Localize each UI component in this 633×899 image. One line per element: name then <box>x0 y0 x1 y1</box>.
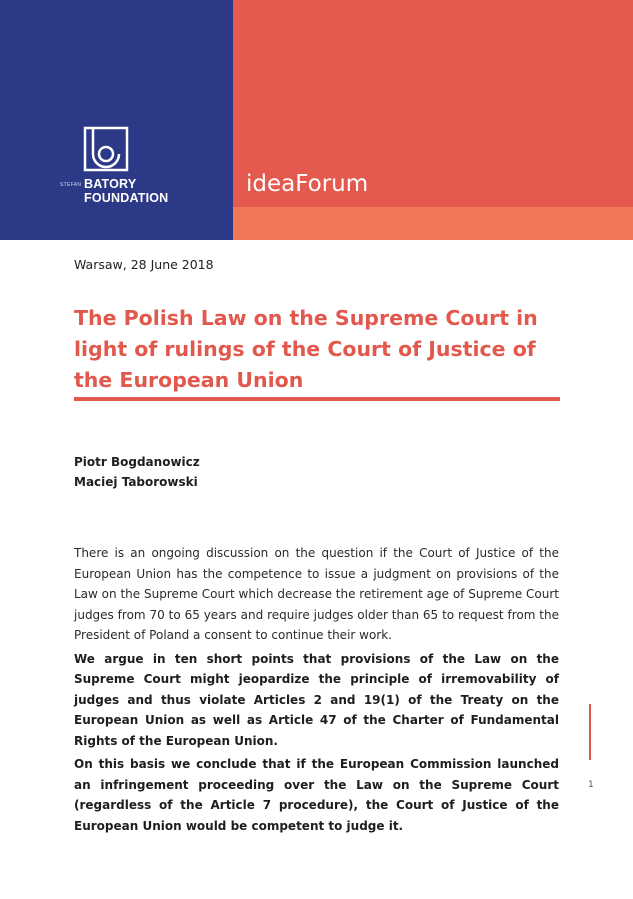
author-name: Piotr Bogdanowicz <box>74 455 200 469</box>
conclusion-paragraph: On this basis we conclude that if the European Commission launched an infringement proceeding over the Law on the Supreme Court (regardless of the Article 7 procedure), the Court of Justice of the European Union would be competent to judge it. <box>74 757 559 833</box>
document-body <box>74 543 559 839</box>
author-name: Maciej Taborowski <box>74 475 198 489</box>
page-number: 1 <box>588 780 594 790</box>
argument-paragraph: We argue in ten short points that provisions of the Law on the Supreme Court might jeopardize the principle of irremovability of judges and thus violate Articles 2 and 19(1) of the Treaty on the European Union as well as Article 47 of the Charter of Fundamental Rights of the European Union. <box>74 651 559 748</box>
document-date: Warsaw, 28 June 2018 <box>74 257 214 272</box>
logo-text-line2: FOUNDATION <box>84 191 169 205</box>
batory-logo-icon <box>83 126 129 172</box>
series-name: ideaForum <box>246 171 369 197</box>
logo-prefix: STEFAN <box>60 182 82 188</box>
title-underline <box>74 397 560 401</box>
header-right-strip <box>233 207 633 240</box>
intro-paragraph: There is an ongoing discussion on the question if the Court of Justice of the European Union has the competence to issue a judgment on provisions of the Law on the Supreme Court which decrease the retirement age of Supreme Court judges from 70 to 65 years and require judges older than 65 to request from the President of Poland a consent to continue their work. <box>74 546 559 642</box>
logo-text-line1: BATORY <box>84 177 137 191</box>
document-title: The Polish Law on the Supreme Court in light of rulings of the Court of Justice of the European Union <box>74 306 538 392</box>
margin-accent-bar <box>589 704 591 760</box>
author-list <box>74 452 200 492</box>
